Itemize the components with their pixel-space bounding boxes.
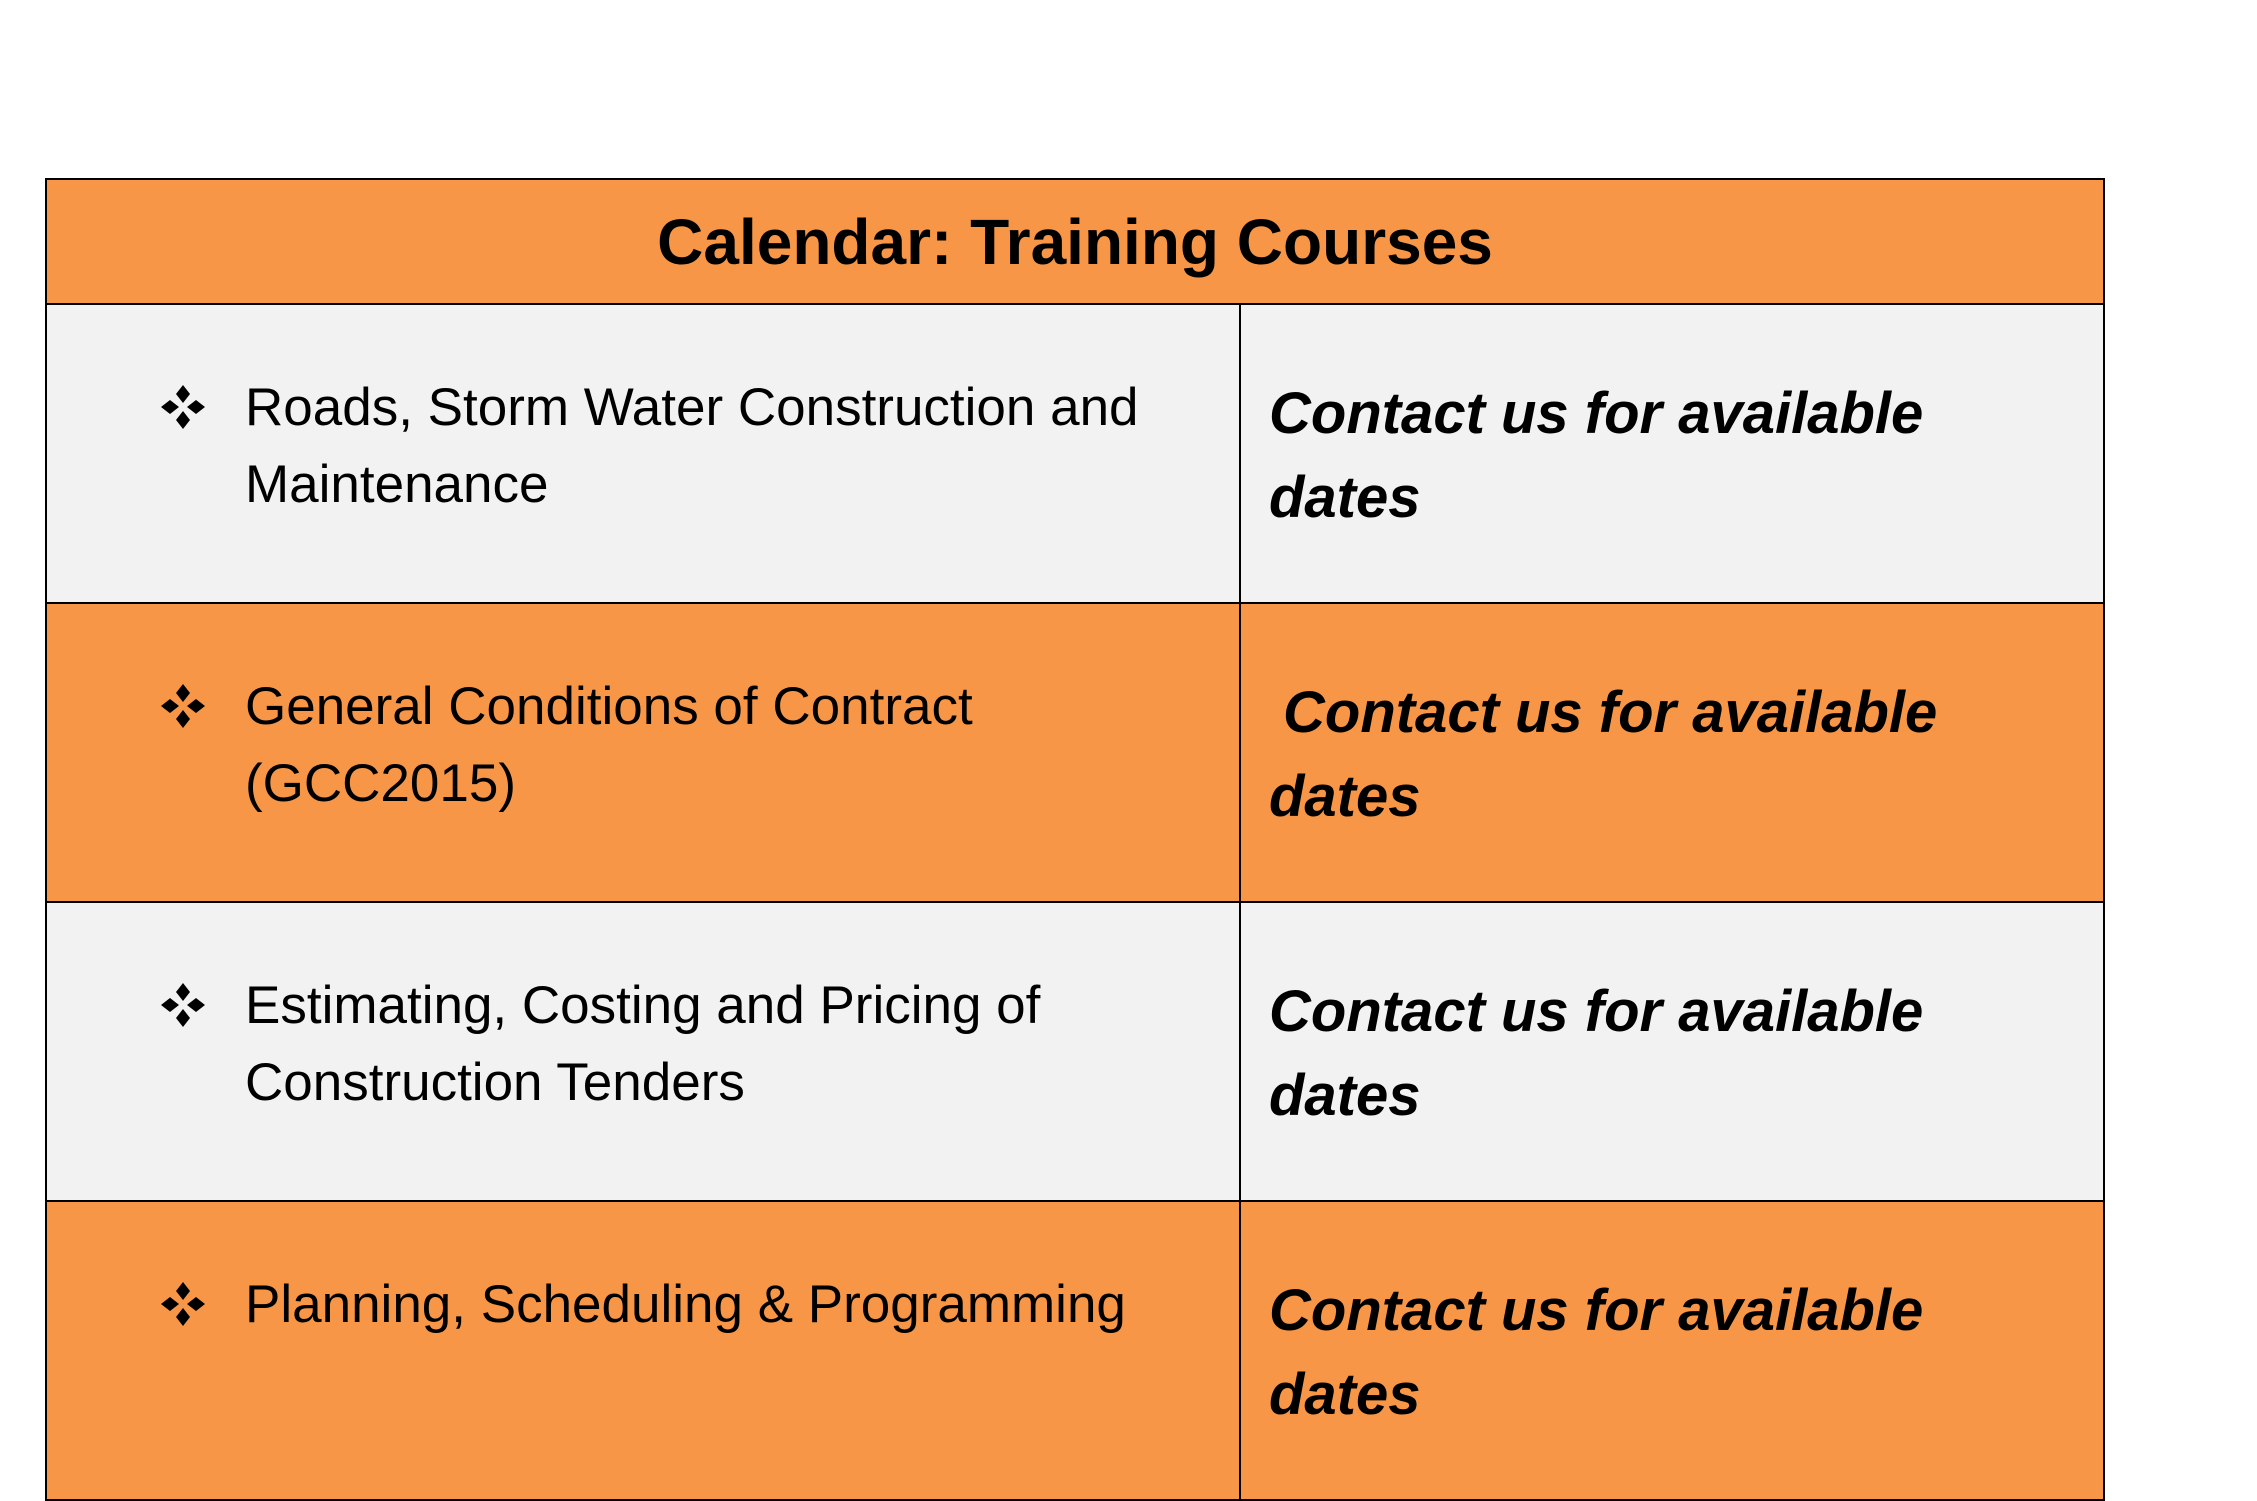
course-cell <box>46 902 1240 1201</box>
training-calendar-table <box>45 178 2105 1501</box>
course-cell <box>46 1201 1240 1500</box>
course-name: Planning, Scheduling & Programming <box>245 1275 1126 1334</box>
table-row <box>46 902 2104 1201</box>
dates-text: Contact us for available dates <box>1269 381 1924 530</box>
dates-cell <box>1240 902 2104 1201</box>
course-name: General Conditions of Contract (GCC2015) <box>245 677 973 813</box>
table-row <box>46 1201 2104 1500</box>
four-diamond-bullet-icon <box>159 977 245 1033</box>
dates-text: Contact us for available dates <box>1269 1278 1924 1427</box>
course-name: Roads, Storm Water Construction and Maintenance <box>245 378 1139 514</box>
four-diamond-bullet-icon <box>159 379 245 435</box>
four-diamond-bullet-icon <box>159 1276 245 1332</box>
dates-text: Contact us for available dates <box>1269 979 1924 1128</box>
table-title: Calendar: Training Courses <box>46 179 2104 304</box>
dates-cell <box>1240 304 2104 603</box>
course-name: Estimating, Costing and Pricing of Construction Tenders <box>245 976 1041 1112</box>
four-diamond-bullet-icon <box>159 678 245 734</box>
course-cell <box>46 304 1240 603</box>
dates-cell <box>1240 603 2104 902</box>
dates-cell <box>1240 1201 2104 1500</box>
course-cell <box>46 603 1240 902</box>
table-row <box>46 603 2104 902</box>
table-row <box>46 304 2104 603</box>
dates-text: Contact us for available dates <box>1269 680 1938 829</box>
table-header-row <box>46 179 2104 304</box>
